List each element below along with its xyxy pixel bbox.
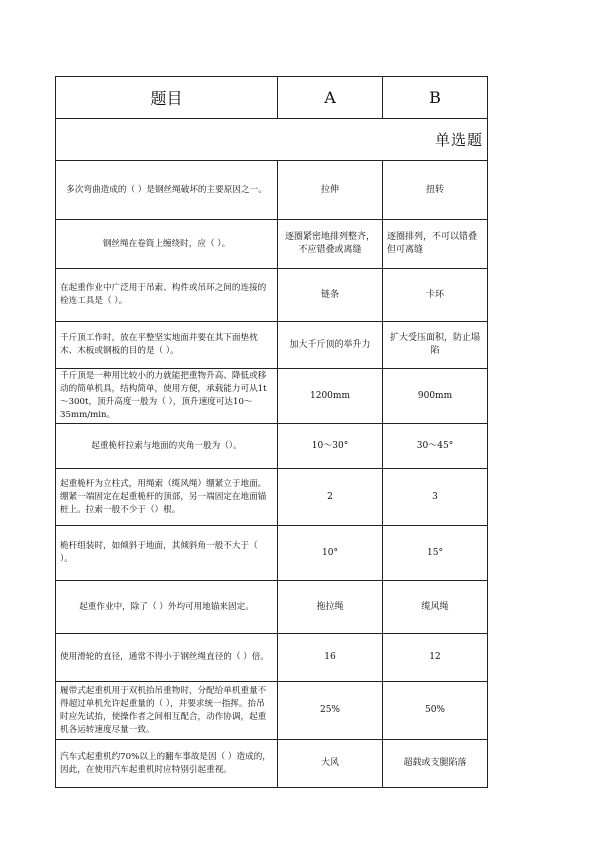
option-b-cell: 扩大受压面积，防止塌陷 bbox=[383, 322, 488, 369]
question-cell: 千斤顶工作时，放在平整坚实地面并要在其下面垫枕木、木板或钢板的目的是（ ）。 bbox=[56, 322, 278, 369]
question-cell: 桅杆组装时，如倾斜于地面，其倾斜角一般不大于（ ）。 bbox=[56, 526, 278, 581]
table-row bbox=[56, 469, 488, 526]
question-cell: 起重桅杆拉索与地面的夹角一般为（）。 bbox=[56, 424, 278, 469]
option-b-cell: 50% bbox=[383, 682, 488, 740]
option-b-cell: 缆风绳 bbox=[383, 581, 488, 634]
table-row bbox=[56, 220, 488, 269]
question-cell: 起重桅杆为立柱式，用绳索（缆风绳）绷紧立于地面。绷紧一端固定在起重桅杆的顶部，另一端固定在地面锚桩上。拉索一般不少于（）根。 bbox=[56, 469, 278, 526]
table-row bbox=[56, 526, 488, 581]
table-row bbox=[56, 424, 488, 469]
option-a-cell: 链条 bbox=[278, 269, 383, 322]
option-b-cell: 15° bbox=[383, 526, 488, 581]
header-row bbox=[56, 77, 488, 119]
question-cell: 千斤顶是一种用比较小的力就能把重物升高、降低或移动的简单机具，结构简单，使用方便，承载能力可从1t～300t，顶升高度一般为（ ），顶升速度可达10～35mm/min。 bbox=[56, 369, 278, 424]
option-b-cell: 3 bbox=[383, 469, 488, 526]
option-b-cell: 卡环 bbox=[383, 269, 488, 322]
option-a-cell: 10° bbox=[278, 526, 383, 581]
section-title: 单选题 bbox=[56, 119, 488, 161]
option-a-cell: 1200mm bbox=[278, 369, 383, 424]
option-a-cell: 加大千斤顶的举升力 bbox=[278, 322, 383, 369]
option-a-cell: 拉伸 bbox=[278, 161, 383, 220]
question-cell: 在起重作业中广泛用于吊索、构件或吊环之间的连接的栓连工具是（ ）。 bbox=[56, 269, 278, 322]
option-b-cell: 900mm bbox=[383, 369, 488, 424]
question-cell: 履带式起重机用于双机抬吊重物时，分配给单机重量不得超过单机允许起重量的（ ），并要求统一指挥。抬吊时应先试抬，使操作者之间相互配合，动作协调，起重机各运转速度尽量一致。 bbox=[56, 682, 278, 740]
header-option-a: A bbox=[278, 77, 383, 119]
question-cell: 钢丝绳在卷筒上缠绕时，应（ ）。 bbox=[56, 220, 278, 269]
option-a-cell: 大风 bbox=[278, 740, 383, 788]
header-question: 题目 bbox=[56, 77, 278, 119]
table-row bbox=[56, 634, 488, 682]
table-row bbox=[56, 581, 488, 634]
table-row bbox=[56, 161, 488, 220]
section-row bbox=[56, 119, 488, 161]
option-a-cell: 16 bbox=[278, 634, 383, 682]
question-cell: 汽车式起重机约70%以上的翻车事故是因（ ）造成的，因此，在使用汽车起重机时应特别引起重视。 bbox=[56, 740, 278, 788]
option-a-cell: 拖拉绳 bbox=[278, 581, 383, 634]
table-row bbox=[56, 740, 488, 788]
option-a-cell: 25% bbox=[278, 682, 383, 740]
option-b-cell: 12 bbox=[383, 634, 488, 682]
question-cell: 使用滑轮的直径，通常不得小于钢丝绳直径的（ ）倍。 bbox=[56, 634, 278, 682]
option-a-cell: 逐圈紧密地排列整齐，不应错叠或离缝 bbox=[278, 220, 383, 269]
question-cell: 起重作业中，除了（ ）外均可用地锚来固定。 bbox=[56, 581, 278, 634]
header-option-b: B bbox=[383, 77, 488, 119]
table-row bbox=[56, 322, 488, 369]
option-b-cell: 扭转 bbox=[383, 161, 488, 220]
table-row bbox=[56, 269, 488, 322]
option-a-cell: 2 bbox=[278, 469, 383, 526]
question-table bbox=[55, 76, 488, 788]
question-cell: 多次弯曲造成的（ ）是钢丝绳破坏的主要原因之一。 bbox=[56, 161, 278, 220]
option-b-cell: 30～45° bbox=[383, 424, 488, 469]
table-row bbox=[56, 369, 488, 424]
option-b-cell: 逐圈排列，不可以错叠但可离缝 bbox=[383, 220, 488, 269]
table-row bbox=[56, 682, 488, 740]
option-b-cell: 超载或支腿陷落 bbox=[383, 740, 488, 788]
option-a-cell: 10～30° bbox=[278, 424, 383, 469]
